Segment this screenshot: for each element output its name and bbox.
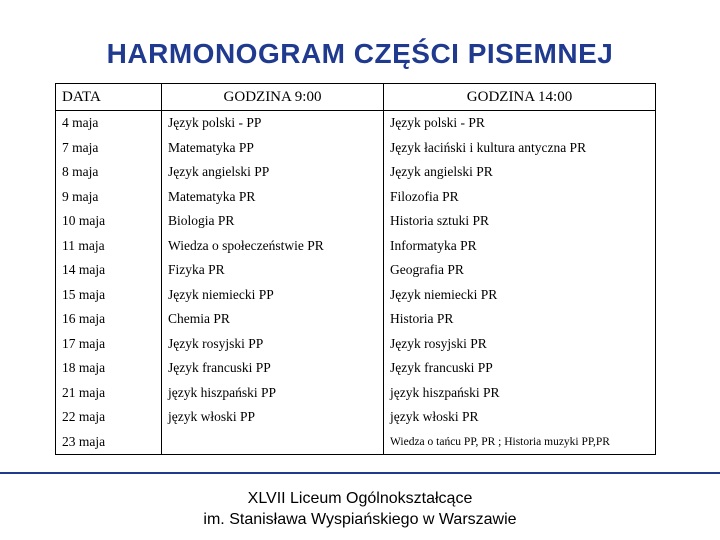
date-cell: 21 maja: [56, 381, 162, 406]
table-row: [56, 136, 656, 161]
afternoon-exam-cell: Wiedza o tańcu PP, PR ; Historia muzyki PP,PR: [384, 430, 656, 455]
afternoon-exam-cell: Język niemiecki PR: [384, 283, 656, 308]
table-row: [56, 332, 656, 357]
morning-exam-cell: Język rosyjski PP: [162, 332, 384, 357]
afternoon-exam-cell: Język rosyjski PR: [384, 332, 656, 357]
date-cell: 18 maja: [56, 356, 162, 381]
afternoon-exam-cell: Język polski - PR: [384, 111, 656, 136]
morning-exam-cell: Język polski - PP: [162, 111, 384, 136]
table-row: [56, 307, 656, 332]
table-row: [56, 160, 656, 185]
date-cell: 16 maja: [56, 307, 162, 332]
table-row: [56, 381, 656, 406]
date-cell: 4 maja: [56, 111, 162, 136]
morning-exam-cell: Język angielski PP: [162, 160, 384, 185]
table-row: [56, 234, 656, 259]
date-cell: 14 maja: [56, 258, 162, 283]
morning-exam-cell: język hiszpański PP: [162, 381, 384, 406]
date-cell: 22 maja: [56, 405, 162, 430]
morning-exam-cell: [162, 430, 384, 455]
school-footer: [0, 488, 720, 530]
school-patron: im. Stanisława Wyspiańskiego w Warszawie: [203, 511, 517, 528]
date-cell: 7 maja: [56, 136, 162, 161]
afternoon-exam-cell: Geografia PR: [384, 258, 656, 283]
date-cell: 15 maja: [56, 283, 162, 308]
morning-exam-cell: Matematyka PP: [162, 136, 384, 161]
morning-exam-cell: Matematyka PR: [162, 185, 384, 210]
table-row: [56, 283, 656, 308]
date-cell: 11 maja: [56, 234, 162, 259]
date-cell: 9 maja: [56, 185, 162, 210]
afternoon-exam-cell: Język angielski PR: [384, 160, 656, 185]
afternoon-exam-cell: język włoski PR: [384, 405, 656, 430]
table-row: [56, 111, 656, 136]
morning-exam-cell: język włoski PP: [162, 405, 384, 430]
footer-divider: [0, 472, 720, 474]
school-name: XLVII Liceum Ogólnokształcące: [247, 490, 473, 507]
header-morning: GODZINA 9:00: [162, 84, 384, 111]
afternoon-exam-cell: Historia PR: [384, 307, 656, 332]
afternoon-exam-cell: Filozofia PR: [384, 185, 656, 210]
date-cell: 10 maja: [56, 209, 162, 234]
afternoon-exam-cell: język hiszpański PR: [384, 381, 656, 406]
morning-exam-cell: Język francuski PP: [162, 356, 384, 381]
morning-exam-cell: Fizyka PR: [162, 258, 384, 283]
header-date: DATA: [56, 84, 162, 111]
afternoon-exam-cell: Historia sztuki PR: [384, 209, 656, 234]
morning-exam-cell: Język niemiecki PP: [162, 283, 384, 308]
date-cell: 8 maja: [56, 160, 162, 185]
afternoon-exam-cell: Język łaciński i kultura antyczna PR: [384, 136, 656, 161]
afternoon-exam-cell: Język francuski PP: [384, 356, 656, 381]
table-header-row: [56, 84, 656, 111]
morning-exam-cell: Wiedza o społeczeństwie PR: [162, 234, 384, 259]
morning-exam-cell: Biologia PR: [162, 209, 384, 234]
morning-exam-cell: Chemia PR: [162, 307, 384, 332]
header-afternoon: GODZINA 14:00: [384, 84, 656, 111]
table-row: [56, 209, 656, 234]
exam-schedule-table: [55, 83, 656, 455]
date-cell: 17 maja: [56, 332, 162, 357]
table-row: [56, 405, 656, 430]
table-row: [56, 185, 656, 210]
table-row: [56, 258, 656, 283]
table-row: [56, 356, 656, 381]
table-row: [56, 430, 656, 455]
page-title: HARMONOGRAM CZĘŚCI PISEMNEJ: [106, 38, 614, 69]
afternoon-exam-cell: Informatyka PR: [384, 234, 656, 259]
date-cell: 23 maja: [56, 430, 162, 455]
